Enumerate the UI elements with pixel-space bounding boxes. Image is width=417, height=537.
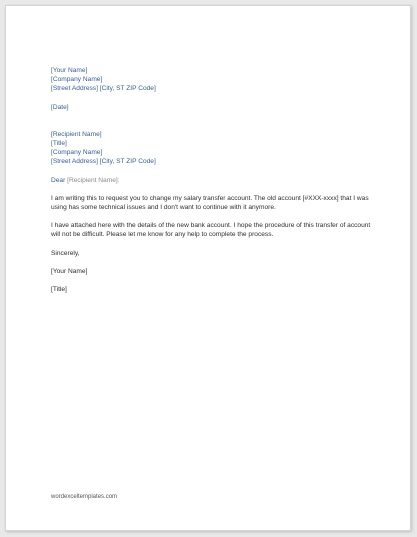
body-paragraph-2: I have attached here with the details of the new bank account. I hope the procedure of this transfer of account will not be difficult. Please let me know for any help to complete the process.	[51, 222, 371, 239]
body-paragraph-1: I am writing this to request you to change my salary transfer account. The old account [#XXX-xxxx] that I was using has some technical issues and I don't want to continue with it anymore.	[51, 194, 369, 212]
sender-block	[51, 66, 371, 94]
salutation	[51, 176, 371, 185]
salutation-name: [Recipient Name]	[67, 176, 118, 184]
closing-name: [Your Name]	[51, 267, 88, 275]
closing-title-block	[51, 285, 371, 294]
sender-address: [Street Address] [City, ST ZIP Code]	[51, 85, 156, 93]
sender-name: [Your Name]	[51, 67, 88, 74]
salutation-suffix: :	[117, 176, 120, 184]
recipient-name: [Recipient Name]	[51, 130, 102, 138]
closing-title: [Title]	[51, 286, 67, 294]
letter-page	[5, 5, 411, 531]
date-block	[51, 103, 371, 112]
closing-valediction: Sincerely,	[51, 249, 80, 257]
salutation-prefix: Dear	[51, 176, 68, 184]
recipient-block	[51, 130, 371, 167]
footer-site: wordexceltemplates.com	[51, 494, 118, 500]
recipient-address: [Street Address] [City, ST ZIP Code]	[51, 158, 156, 166]
letter-content	[51, 66, 371, 303]
recipient-company: [Company Name]	[51, 149, 103, 157]
closing-valediction-block	[51, 249, 371, 258]
letter-date: [Date]	[51, 103, 69, 111]
closing-name-block	[51, 267, 371, 276]
sender-company: [Company Name]	[51, 76, 103, 84]
recipient-title: [Title]	[51, 140, 67, 148]
